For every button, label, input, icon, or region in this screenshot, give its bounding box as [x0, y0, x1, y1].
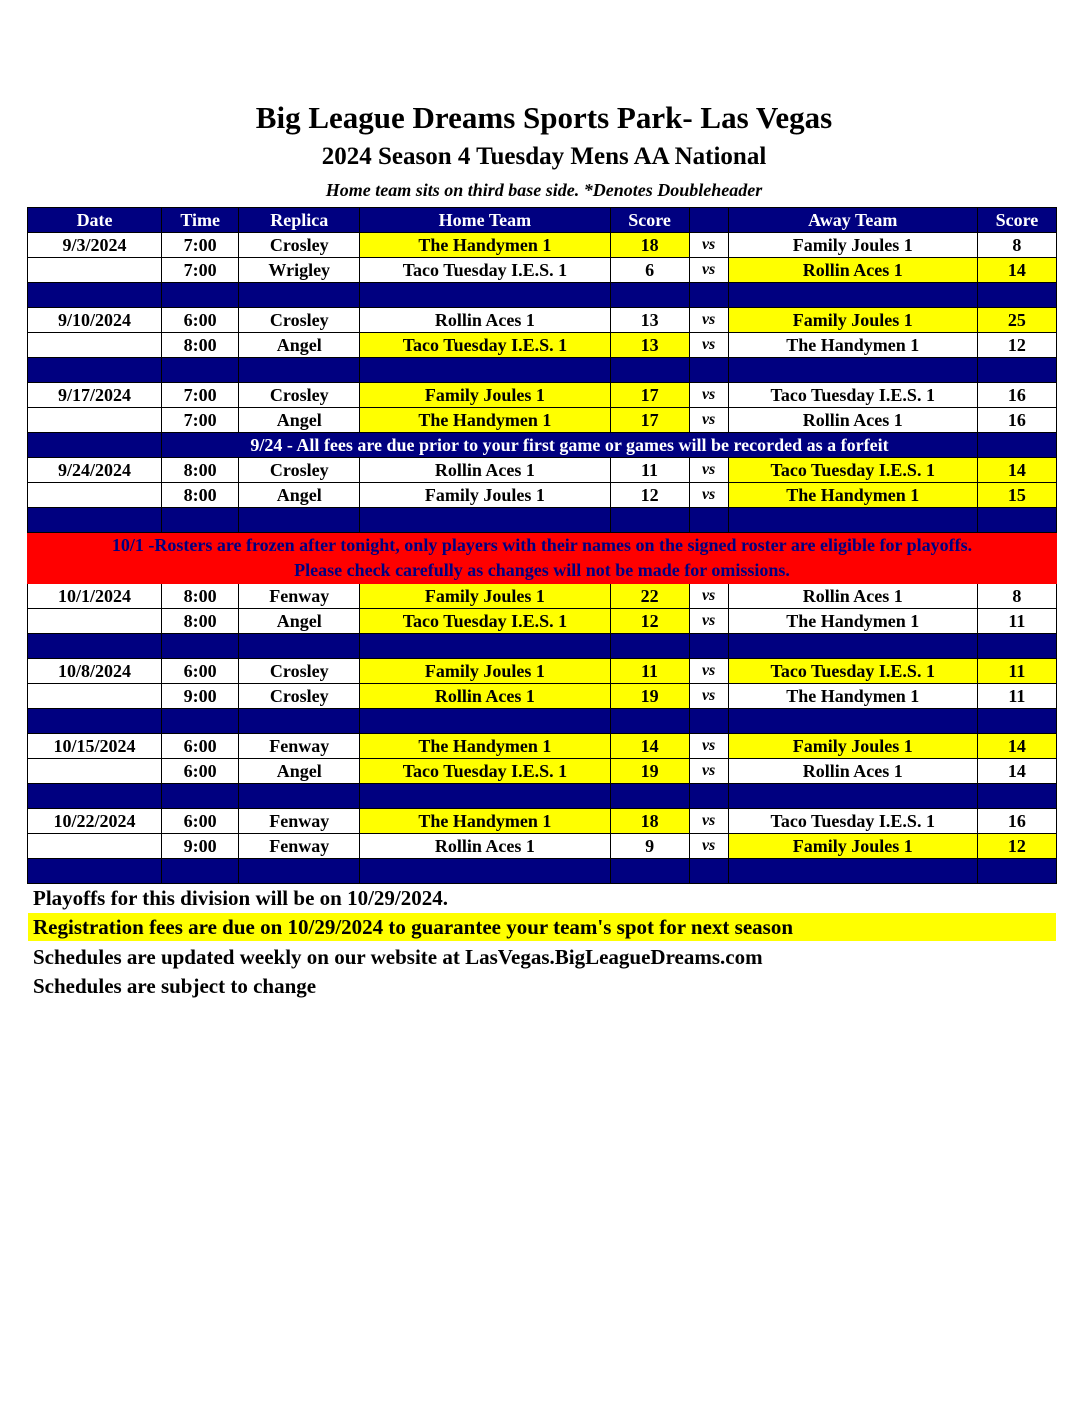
separator-cell: [977, 709, 1056, 734]
home-score: 19: [610, 759, 689, 784]
away-team: Rollin Aces 1: [728, 584, 977, 609]
away-team: Taco Tuesday I.E.S. 1: [728, 383, 977, 408]
game-date: [28, 684, 162, 709]
home-team: Rollin Aces 1: [360, 684, 610, 709]
away-team: Family Joules 1: [728, 308, 977, 333]
game-row: [28, 584, 1057, 609]
game-replica: Crosley: [239, 659, 360, 684]
separator-cell: [689, 283, 728, 308]
game-replica: Crosley: [239, 684, 360, 709]
away-score: 8: [977, 584, 1056, 609]
home-team: The Handymen 1: [360, 734, 610, 759]
game-replica: Angel: [239, 759, 360, 784]
separator-cell: [239, 709, 360, 734]
game-replica: Crosley: [239, 458, 360, 483]
separator-cell: [610, 358, 689, 383]
game-date: [28, 759, 162, 784]
separator-row: [28, 283, 1057, 308]
vs-label: vs: [689, 333, 728, 358]
away-score: 8: [977, 233, 1056, 258]
game-time: 9:00: [162, 684, 239, 709]
vs-label: vs: [689, 834, 728, 859]
header-home-score: Score: [610, 208, 689, 233]
game-date: [28, 333, 162, 358]
home-score: 17: [610, 408, 689, 433]
separator-cell: [728, 709, 977, 734]
change-note: Schedules are subject to change: [33, 974, 317, 998]
separator-cell: [360, 508, 610, 533]
away-score: 14: [977, 734, 1056, 759]
separator-row: [28, 709, 1057, 734]
game-date: 9/24/2024: [28, 458, 162, 483]
game-row: [28, 408, 1057, 433]
home-team: Family Joules 1: [360, 383, 610, 408]
away-score: 12: [977, 333, 1056, 358]
separator-cell: [162, 709, 239, 734]
separator-cell: [28, 784, 162, 809]
game-date: 10/15/2024: [28, 734, 162, 759]
game-date: [28, 483, 162, 508]
away-team: Family Joules 1: [728, 734, 977, 759]
vs-label: vs: [689, 408, 728, 433]
separator-cell: [977, 508, 1056, 533]
home-team: The Handymen 1: [360, 408, 610, 433]
game-replica: Crosley: [239, 383, 360, 408]
separator-cell: [610, 709, 689, 734]
game-date: 9/10/2024: [28, 308, 162, 333]
home-team: Family Joules 1: [360, 483, 610, 508]
home-score: 19: [610, 684, 689, 709]
separator-cell: [689, 508, 728, 533]
game-row: [28, 483, 1057, 508]
vs-label: vs: [689, 684, 728, 709]
game-time: 9:00: [162, 834, 239, 859]
vs-label: vs: [689, 734, 728, 759]
separator-cell: [162, 784, 239, 809]
website-note: Schedules are updated weekly on our website at LasVegas.BigLeagueDreams.com: [33, 945, 763, 969]
game-time: 6:00: [162, 809, 239, 834]
game-replica: Fenway: [239, 734, 360, 759]
game-row: [28, 308, 1057, 333]
playoffs-note: Playoffs for this division will be on 10/29/2024.: [33, 886, 448, 910]
home-score: 17: [610, 383, 689, 408]
away-score: 16: [977, 809, 1056, 834]
game-date: 10/8/2024: [28, 659, 162, 684]
game-replica: Crosley: [239, 233, 360, 258]
away-team: Taco Tuesday I.E.S. 1: [728, 809, 977, 834]
game-replica: Angel: [239, 333, 360, 358]
separator-cell: [239, 508, 360, 533]
separator-cell: [728, 859, 977, 884]
separator-cell: [162, 283, 239, 308]
separator-row: [28, 784, 1057, 809]
home-team: The Handymen 1: [360, 809, 610, 834]
schedule-table: [27, 207, 1057, 884]
header-away-team: Away Team: [728, 208, 977, 233]
separator-cell: [610, 784, 689, 809]
game-time: 6:00: [162, 734, 239, 759]
roster-alert-row: [28, 533, 1057, 584]
separator-cell: [728, 508, 977, 533]
separator-cell: [610, 634, 689, 659]
header-home-team: Home Team: [360, 208, 610, 233]
game-date: 9/3/2024: [28, 233, 162, 258]
vs-label: vs: [689, 584, 728, 609]
game-row: [28, 834, 1057, 859]
away-team: Taco Tuesday I.E.S. 1: [728, 458, 977, 483]
separator-cell: [728, 784, 977, 809]
vs-label: vs: [689, 809, 728, 834]
schedule-note: Home team sits on third base side. *Denotes Doubleheader: [325, 180, 763, 200]
game-replica: Angel: [239, 609, 360, 634]
separator-cell: [728, 634, 977, 659]
game-time: 6:00: [162, 308, 239, 333]
home-team: Taco Tuesday I.E.S. 1: [360, 258, 610, 283]
separator-cell: [360, 358, 610, 383]
separator-cell: [689, 784, 728, 809]
game-row: [28, 458, 1057, 483]
separator-cell: [610, 859, 689, 884]
game-time: 7:00: [162, 233, 239, 258]
home-team: Rollin Aces 1: [360, 308, 610, 333]
separator-cell: [162, 634, 239, 659]
home-score: 18: [610, 233, 689, 258]
home-score: 18: [610, 809, 689, 834]
home-score: 9: [610, 834, 689, 859]
game-time: 7:00: [162, 383, 239, 408]
game-replica: Crosley: [239, 308, 360, 333]
separator-cell: [360, 784, 610, 809]
home-score: 13: [610, 308, 689, 333]
away-score: 11: [977, 609, 1056, 634]
game-row: [28, 609, 1057, 634]
header-vs: [689, 208, 728, 233]
game-date: 9/17/2024: [28, 383, 162, 408]
fee-notice: 9/24 - All fees are due prior to your first game or games will be recorded as a forfeit: [162, 433, 978, 458]
separator-cell: [28, 283, 162, 308]
roster-alert: [28, 533, 1057, 584]
separator-cell: [360, 709, 610, 734]
separator-cell: [28, 859, 162, 884]
home-score: 13: [610, 333, 689, 358]
separator-row: [28, 508, 1057, 533]
game-row: [28, 759, 1057, 784]
home-score: 11: [610, 458, 689, 483]
home-team: Family Joules 1: [360, 659, 610, 684]
home-score: 22: [610, 584, 689, 609]
game-replica: Angel: [239, 408, 360, 433]
home-score: 6: [610, 258, 689, 283]
registration-note: Registration fees are due on 10/29/2024 to guarantee your team's spot for next season: [28, 913, 1056, 941]
game-row: [28, 333, 1057, 358]
away-score: 15: [977, 483, 1056, 508]
separator-cell: [689, 358, 728, 383]
home-team: Taco Tuesday I.E.S. 1: [360, 333, 610, 358]
separator-cell: [360, 283, 610, 308]
roster-alert-line2: Please check carefully as changes will not be made for omissions.: [294, 560, 790, 580]
separator-cell: [28, 709, 162, 734]
away-team: Family Joules 1: [728, 233, 977, 258]
game-time: 8:00: [162, 609, 239, 634]
table-header: [28, 208, 1057, 233]
home-score: 14: [610, 734, 689, 759]
roster-alert-line1: 10/1 -Rosters are frozen after tonight, only players with their names on the signed roster are eligible for playoffs.: [111, 535, 973, 555]
away-score: 14: [977, 458, 1056, 483]
home-team: Taco Tuesday I.E.S. 1: [360, 759, 610, 784]
separator-cell: [977, 784, 1056, 809]
separator-cell: [239, 283, 360, 308]
game-replica: Fenway: [239, 584, 360, 609]
separator-cell: [28, 634, 162, 659]
separator-cell: [360, 859, 610, 884]
header-replica: Replica: [239, 208, 360, 233]
game-time: 8:00: [162, 584, 239, 609]
away-team: The Handymen 1: [728, 609, 977, 634]
separator-cell: [239, 859, 360, 884]
game-row: [28, 734, 1057, 759]
header-date: Date: [28, 208, 162, 233]
separator-cell: [162, 508, 239, 533]
separator-cell: [28, 358, 162, 383]
away-score: 11: [977, 659, 1056, 684]
game-date: [28, 834, 162, 859]
vs-label: vs: [689, 258, 728, 283]
separator-cell: [689, 634, 728, 659]
vs-label: vs: [689, 759, 728, 784]
away-score: 16: [977, 383, 1056, 408]
separator-cell: [28, 508, 162, 533]
game-row: [28, 258, 1057, 283]
away-score: 14: [977, 759, 1056, 784]
vs-label: vs: [689, 308, 728, 333]
game-row: [28, 659, 1057, 684]
game-replica: Angel: [239, 483, 360, 508]
game-time: 7:00: [162, 408, 239, 433]
separator-row: [28, 859, 1057, 884]
notice-blank-cell: [977, 433, 1056, 458]
away-team: The Handymen 1: [728, 483, 977, 508]
home-team: Taco Tuesday I.E.S. 1: [360, 609, 610, 634]
game-row: [28, 383, 1057, 408]
away-score: 25: [977, 308, 1056, 333]
game-time: 8:00: [162, 458, 239, 483]
separator-cell: [239, 634, 360, 659]
home-team: The Handymen 1: [360, 233, 610, 258]
away-score: 16: [977, 408, 1056, 433]
separator-cell: [689, 709, 728, 734]
game-time: 7:00: [162, 258, 239, 283]
separator-cell: [162, 859, 239, 884]
separator-cell: [239, 784, 360, 809]
away-team: The Handymen 1: [728, 333, 977, 358]
vs-label: vs: [689, 483, 728, 508]
home-team: Rollin Aces 1: [360, 458, 610, 483]
separator-cell: [977, 358, 1056, 383]
game-time: 6:00: [162, 659, 239, 684]
game-date: [28, 609, 162, 634]
vs-label: vs: [689, 458, 728, 483]
separator-cell: [239, 358, 360, 383]
notice-blank-cell: [28, 433, 162, 458]
vs-label: vs: [689, 659, 728, 684]
home-team: Family Joules 1: [360, 584, 610, 609]
game-date: 10/1/2024: [28, 584, 162, 609]
page-title: Big League Dreams Sports Park- Las Vegas: [255, 100, 833, 135]
game-row: [28, 809, 1057, 834]
separator-cell: [610, 508, 689, 533]
game-date: [28, 408, 162, 433]
vs-label: vs: [689, 233, 728, 258]
header-time: Time: [162, 208, 239, 233]
game-replica: Wrigley: [239, 258, 360, 283]
separator-cell: [610, 283, 689, 308]
away-score: 11: [977, 684, 1056, 709]
home-score: 11: [610, 659, 689, 684]
separator-cell: [162, 358, 239, 383]
away-score: 14: [977, 258, 1056, 283]
separator-cell: [977, 283, 1056, 308]
separator-cell: [360, 634, 610, 659]
game-date: 10/22/2024: [28, 809, 162, 834]
separator-cell: [977, 859, 1056, 884]
away-team: Rollin Aces 1: [728, 759, 977, 784]
away-team: Rollin Aces 1: [728, 408, 977, 433]
game-time: 8:00: [162, 483, 239, 508]
separator-row: [28, 634, 1057, 659]
game-replica: Fenway: [239, 809, 360, 834]
fee-notice-row: [28, 433, 1057, 458]
vs-label: vs: [689, 383, 728, 408]
game-row: [28, 684, 1057, 709]
separator-row: [28, 358, 1057, 383]
page-subtitle: 2024 Season 4 Tuesday Mens AA National: [321, 143, 767, 170]
game-time: 8:00: [162, 333, 239, 358]
game-replica: Fenway: [239, 834, 360, 859]
separator-cell: [728, 358, 977, 383]
home-team: Rollin Aces 1: [360, 834, 610, 859]
vs-label: vs: [689, 609, 728, 634]
game-date: [28, 258, 162, 283]
separator-cell: [728, 283, 977, 308]
away-team: Family Joules 1: [728, 834, 977, 859]
away-team: The Handymen 1: [728, 684, 977, 709]
home-score: 12: [610, 483, 689, 508]
away-score: 12: [977, 834, 1056, 859]
game-row: [28, 233, 1057, 258]
separator-cell: [977, 634, 1056, 659]
separator-cell: [689, 859, 728, 884]
game-time: 6:00: [162, 759, 239, 784]
away-team: Taco Tuesday I.E.S. 1: [728, 659, 977, 684]
home-score: 12: [610, 609, 689, 634]
away-team: Rollin Aces 1: [728, 258, 977, 283]
header-away-score: Score: [977, 208, 1056, 233]
